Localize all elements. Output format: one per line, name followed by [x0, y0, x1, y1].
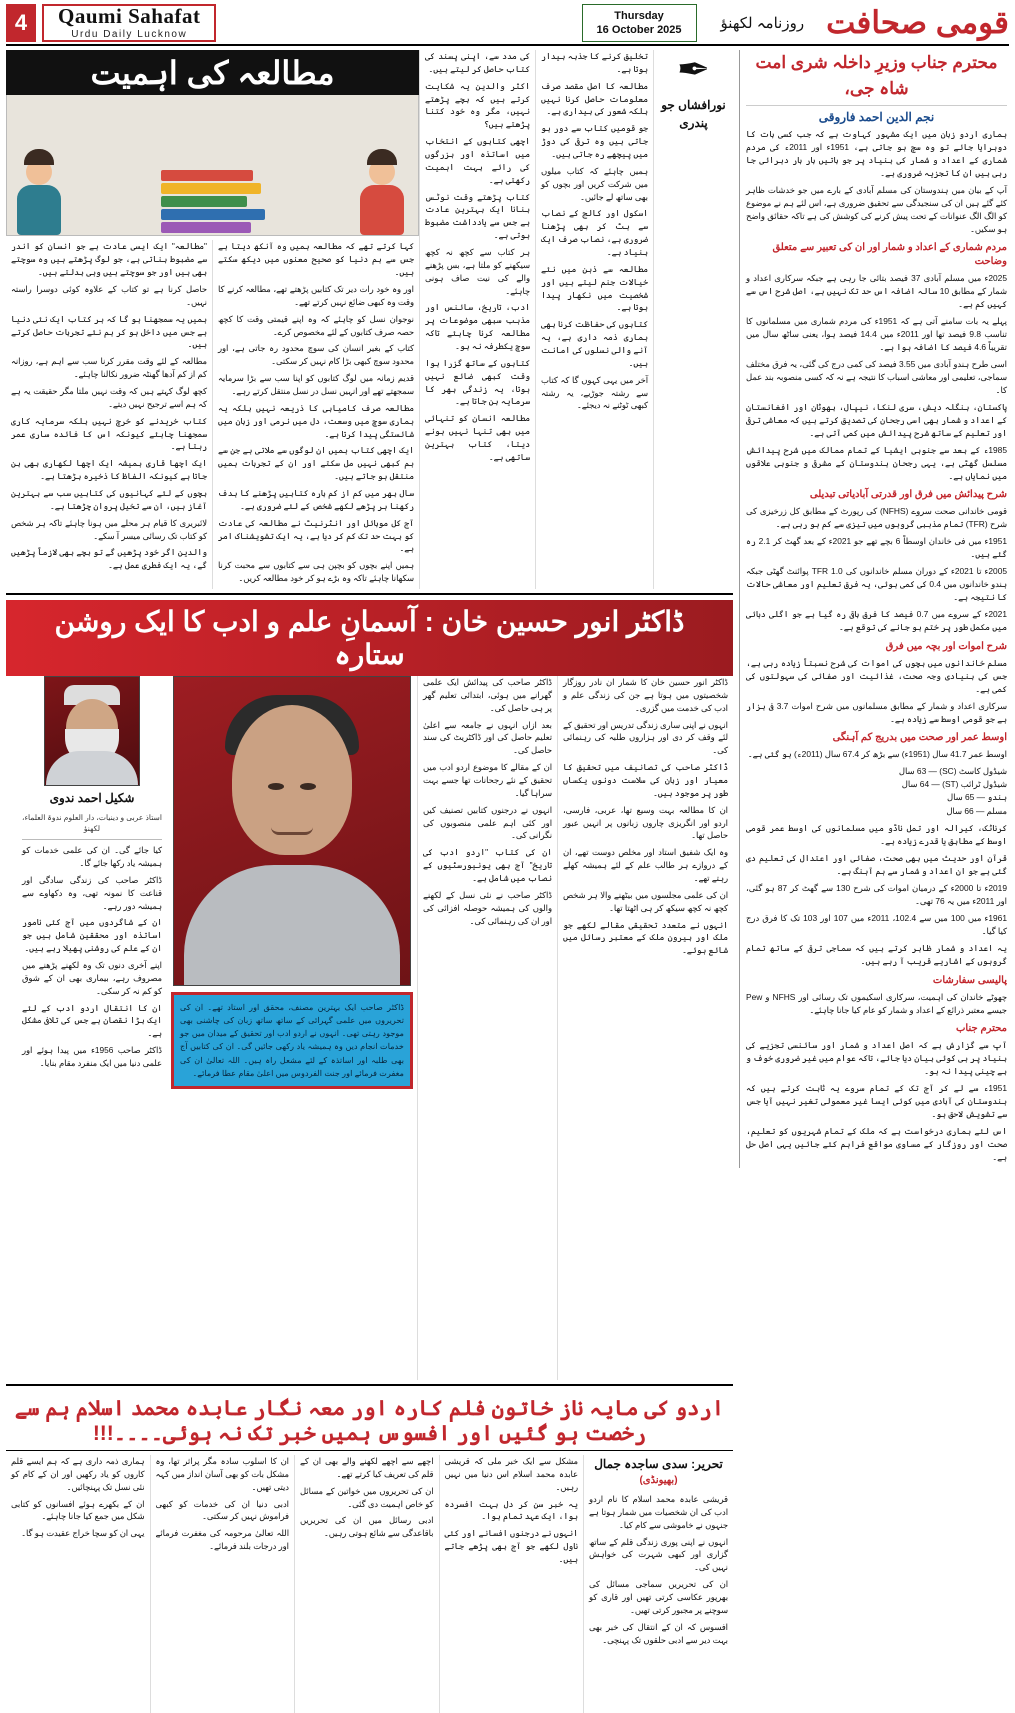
paragraph: ہمیں یہ سمجھنا ہو گا کہ ہر کتاب ایک نئی دنیا ہے جس میں داخل ہو کر ہم نئے تجربات حاصل کرتے ہیں۔: [11, 313, 207, 350]
masthead-urdu-title: قومی صحافت: [826, 5, 1009, 40]
paragraph: کہا کرتے تھے کہ مطالعہ ہمیں وہ آنکھ دیتا ہے جس سے ہم دنیا کو صحیح معنوں میں دیکھ سکتے ہیں۔: [218, 241, 414, 278]
paragraph: ان کی کتاب "اردو ادب کی تاریخ" آج بھی یونیورسٹیوں کے نصاب میں شامل ہے۔: [423, 847, 552, 884]
logo-subtitle: Urdu Daily Lucknow: [71, 29, 188, 40]
newspaper-logo: [42, 4, 216, 42]
rail-paragraph: 1985ء کے بعد سے جنوبی ایشیا کے تمام ممالک میں شرح پیدائش مسلسل گھٹی ہے، یہی رجحان ہندوستان کے مشرقی و جنوبی علاقوں میں نمایاں ہے۔: [746, 445, 1007, 482]
paragraph: مطالعہ صرف کامیابی کا ذریعہ نہیں بلکہ یہ ہماری سوچ میں وسعت، دل میں نرمی اور زبان میں شائستگی پیدا کرتا ہے۔: [218, 402, 414, 439]
paragraph: کتابوں کی حفاظت کرنا بھی ہماری ذمہ داری ہے، یہ آنے والی نسلوں کی امانت ہیں۔: [541, 319, 648, 368]
paragraph: اچھی کتابوں کے انتخاب میں اساتذہ اور بزرگوں کی رائے بہت اہمیت رکھتی ہے۔: [425, 136, 530, 185]
paragraph: ڈاکٹر صاحب 1956ء میں پیدا ہوئے اور علمی دنیا میں ایک منفرد مقام بنایا۔: [22, 1045, 162, 1069]
paragraph: قریشی عابدہ محمد اسلام کا نام اردو ادب کی ان شخصیات میں شمار ہوتا ہے جنہوں نے خاموشی سے کام کیا۔: [589, 1494, 728, 1530]
article-column: [212, 240, 419, 589]
paragraph: مطالعہ انسان کو تنہائی میں بھی تنہا نہیں ہونے دیتا، کتاب بہترین ساتھی ہے۔: [425, 413, 530, 462]
article-column: [419, 50, 535, 589]
rail-section-title: محترم جناب: [956, 1022, 1007, 1034]
paragraph: ایک اچھی کتاب ہمیں ان لوگوں سے ملاتی ہے جن سے ہم کبھی نہیں مل سکتے اور ان کے تجربات ہمیں منتقل ہو جاتے ہیں۔: [218, 445, 414, 482]
paragraph: حاصل کرنا ہے تو کتاب کے علاوہ کوئی دوسرا راستہ نہیں۔: [11, 283, 207, 307]
page-body: [6, 48, 1009, 1645]
article-column: [150, 1455, 295, 1713]
bottom-headline: اردو کی مایہ ناز خاتون فلم کارہ اور معہ نگار عابدہ محمد اسلام ہم سے رخصت ہو گئیں اور افسوس ہمیں خبر تک نہ ہوئی۔۔۔۔!!!: [6, 1390, 733, 1451]
rail-paragraph: پہلے یہ بات سامنے آتی ہے کہ 1951ء کی مردم شماری میں مسلمانوں کا تناسب 9.8 فیصد تھا اور 2011ء میں 14.4 فیصد ہوا، یعنی ساٹھ سال میں تقریباً 4.6 فیصد کا اضافہ ہوا ہے۔: [746, 316, 1008, 353]
paragraph: ایک اچھا قاری ہمیشہ ایک اچھا لکھاری بھی بن جاتا ہے کیونکہ الفاظ کا ذخیرہ بڑھتا ہے۔: [11, 458, 207, 482]
paragraph: ہمیں چاہئے کہ کتاب میلوں میں شرکت کریں اور بچوں کو بھی ساتھ لے جائیں۔: [541, 165, 648, 202]
columnist-name: نورافشاں جو پندری: [661, 98, 726, 130]
rail-headline: محترم جناب وزیرِ داخلہ شری امت شاہ جی،: [746, 50, 1007, 106]
list-item: ہندو — 65 سال: [947, 792, 1007, 803]
highlight-box: ڈاکٹر صاحب ایک بہترین مصنف، محقق اور استاد تھے۔ ان کی تحریروں میں علمی گہرائی کے ساتھ ساتھ زبان کی چاشنی بھی موجود رہتی تھی۔ انہوں نے اردو ادب اور تحقیق کے میدان میں جو خدمات انجام دیں وہ ہمیشہ یاد رکھی جائیں گی۔ ان کی کتابیں آج بھی طلبہ اور اساتذہ کے لئے مشعل راہ ہیں۔ اللہ تعالیٰ ان کی مغفرت فرمائے اور جنت الفردوس میں اعلیٰ مقام عطا فرمائے۔: [171, 992, 413, 1089]
list-item: مسلم — 66 سال: [946, 805, 1007, 816]
boy-reading-figure: [360, 149, 404, 235]
rail-section-title: شرح پیدائش میں فرق اور قدرتی آبادیاتی تبدیلی: [809, 489, 1007, 501]
rail-section-title: شرح اموات اور بچہ میں فرق: [885, 640, 1007, 652]
paragraph: افسوس کہ ان کے انتقال کی خبر بھی بہت دیر سے ادبی حلقوں تک پہنچی۔: [589, 1621, 728, 1645]
paragraph: انہوں نے درجنوں کتابیں تصنیف کیں اور کئی اہم علمی منصوبوں کی نگرانی کی۔: [423, 804, 552, 841]
feature-banner: [6, 50, 419, 95]
list-item: شیڈول ٹرائب (ST) — 64 سال: [901, 779, 1007, 790]
masthead-urdu-subtitle: روزنامہ لکھنؤ: [720, 15, 805, 32]
feature2-title: ڈاکٹر انور حسین خان : آسمانِ علم و ادب کا ایک روشن ستارہ: [6, 600, 733, 676]
rail-section-body: [746, 272, 1007, 483]
paragraph: ڈاکٹر انور حسین خان کا شمار ان نادر روزگار شخصیتوں میں ہوتا ہے جن کی زندگی علم و ادب کی خدمت میں گزری۔: [563, 677, 728, 713]
paragraph: اللہ تعالیٰ مرحومہ کی مغفرت فرمائے اور درجات بلند فرمائے۔: [155, 1528, 289, 1552]
paragraph: ڈاکٹر صاحب نے نئی نسل کے لکھنے والوں کی ہمیشہ حوصلہ افزائی کی اور ان کی رہنمائی کی۔: [423, 889, 552, 926]
rail-section-body: [746, 991, 1007, 1017]
paragraph: اپنے آخری دنوں تک وہ لکھنے پڑھنے میں مصروف رہے، بیماری بھی ان کے شوق کو کم نہ کر سکی۔: [22, 960, 162, 996]
article-column: [17, 676, 167, 1380]
bottom-article: [6, 1455, 733, 1713]
paragraph: کتاب خریدنے کو خرچ نہیں بلکہ سرمایہ کاری سمجھنا چاہئے کیونکہ اس کا فائدہ ساری عمر رہتا ہے۔: [11, 415, 207, 452]
paragraph: انہوں نے اپنی ساری زندگی تدریس اور تحقیق کے لئے وقف کر دی اور ہزاروں طلبہ کی رہنمائی کی۔: [563, 719, 728, 756]
kurta-shape: [46, 751, 138, 785]
rail-paragraph: 2019ء تا 2000ء کے درمیان اموات کی شرح 130 سے گھٹ کر 87 ہو گئی، اور 2011ء میں یہ 76 تھی۔: [746, 883, 1007, 907]
feature-dr-anwar: [6, 676, 733, 1386]
paragraph: مطالعہ کے لئے وقت مقرر کرنا سب سے اہم ہے، روزانہ کم از کم آدھا گھنٹہ ضرور نکالنا چاہئے۔: [11, 356, 207, 380]
author-description: استاذ عربی و دینیات، دار العلوم ندوۃ العلماء، لکھنؤ: [22, 812, 162, 834]
paragraph: ان کا اسلوب سادہ مگر پراثر تھا، وہ مشکل بات کو بھی آسان انداز میں کہہ دیتی تھیں۔: [155, 1456, 289, 1492]
mouth-shape: [271, 827, 313, 835]
article-column: [294, 1455, 439, 1713]
paragraph: جو قومیں کتاب سے دور ہو جاتی ہیں وہ ترقی کی دوڑ میں پیچھے رہ جاتی ہیں۔: [541, 123, 648, 160]
paragraph: مشکل سے ایک خبر ملی کہ قریشی عابدہ محمد اسلام اس دنیا میں نہیں رہیں۔: [444, 1456, 578, 1492]
paragraph: ان کا انتقال اردو ادب کے لئے ایک بڑا نقصان ہے جس کی تلافی مشکل ہے۔: [22, 1002, 162, 1039]
paragraph: ادب، تاریخ، سائنس اور مذہب سبھی موضوعات پر مطالعہ کرنا چاہئے تاکہ سوچ یکطرفہ نہ ہو۔: [425, 302, 530, 352]
rail-paragraph: 2005ء تا 2021ء کے دوران مسلم خاندانوں کی TFR 1.0 پوائنٹ گھٹی جبکہ ہندو خاندانوں میں 0.4 کی کمی ہوئی، یہ فرق تعلیم اور معاشی حالات کا نتیجہ ہے۔: [746, 566, 1008, 603]
shirt-shape: [184, 865, 400, 985]
paragraph: ہر کتاب سے کچھ نہ کچھ سیکھنے کو ملتا ہے، بس پڑھنے والے کی نیت صاف ہونی چاہئے۔: [425, 247, 530, 296]
hair-shape: [24, 149, 54, 165]
paragraph: کتابوں کے ساتھ گزرا ہوا وقت کبھی ضائع نہیں ہوتا، یہ زندگی بھر کا سرمایہ بن جاتا ہے۔: [425, 357, 530, 407]
list-item: شیڈول کاسٹ (SC) — 63 سال: [898, 765, 1007, 776]
hair-shape: [367, 149, 397, 165]
paragraph: کتاب پڑھتے وقت نوٹس بنانا ایک بہترین عادت ہے جس سے یادداشت مضبوط ہوتی ہے۔: [425, 191, 530, 241]
callout-text: "مطالعہ" ایک ایسی عادت ہے جو انسان کو اندر سے مضبوط بناتی ہے، جو لوگ پڑھتے ہیں وہ سوچتے بھی ہیں اور جو سوچتے ہیں وہی بدلتے ہیں۔: [11, 241, 207, 278]
book-shape: [161, 222, 251, 233]
book-shape: [161, 183, 261, 194]
paragraph: ادبی رسائل میں ان کی تحریریں باقاعدگی سے شائع ہوتی رہیں۔: [300, 1515, 434, 1539]
rail-paragraph: آپ سے گزارش ہے کہ اصل اعداد و شمار اور سائنسی تجزیے کی بنیاد پر ہی کوئی بیان دیا جائے، تاکہ عوام میں غیر ضروری خوف و بے چینی پیدا نہ ہو۔: [746, 1039, 1007, 1076]
rail-byline: نجم الدین احمد فاروقی: [818, 110, 935, 124]
masthead-spacer: [226, 4, 581, 42]
paragraph: سال بھر میں کم از کم بارہ کتابیں پڑھنے کا ہدف رکھنا ہر پڑھے لکھے شخص کے لئے ضروری ہے۔: [218, 487, 414, 511]
paragraph: اسکول اور کالج کے نصاب سے ہٹ کر بھی پڑھنا ضروری ہے، نصاب صرف ایک بنیاد ہے۔: [541, 208, 648, 258]
girl-reading-figure: [17, 149, 61, 235]
rail-paragraph: قومی خاندانی صحت سروے (NFHS) کی رپورٹ کے مطابق کل زرخیزی کی شرح (TFR) تمام مذہبی گروہوں میں تیزی سے کم ہو رہی ہے۔: [746, 506, 1007, 530]
page-number: 4: [6, 4, 36, 42]
rail-section-body: [746, 748, 1007, 761]
paragraph: ان کے بکھرے ہوئے افسانوں کو کتابی شکل میں جمع کیا جانا چاہئے۔: [11, 1498, 145, 1522]
paragraph: ڈاکٹر صاحب کی زندگی سادگی اور قناعت کا نمونہ تھی، وہ دکھاوے سے ہمیشہ دور رہے۔: [22, 874, 162, 911]
paragraph: اور وہ خود رات دیر تک کتابیں پڑھتے تھے، مطالعہ کرنے کا وقت وہ کبھی ضائع نہیں کرتے تھے۔: [218, 283, 414, 307]
article-column: [6, 1455, 150, 1713]
paragraph: یہی ان کو سچا خراج عقیدت ہو گا۔: [21, 1528, 145, 1539]
article-column: [583, 1455, 733, 1713]
rail-paragraph: کرناٹک، کیرالہ اور تمل ناڈو میں مسلمانوں کی اوسط عمر قومی اوسط کے مطابق یا قدرے زیادہ ہے۔: [746, 823, 1007, 847]
paragraph: ان کے شاگردوں میں آج کئی نامور اساتذہ اور محققین شامل ہیں جو ان کے علم کی روشنی پھیلا رہے ہیں۔: [22, 917, 162, 954]
rail-section-title: پالیسی سفارشات: [932, 974, 1007, 986]
paragraph: ڈاکٹر صاحب کی تصانیف میں تحقیق کا معیار اور زبان کی سلاست دونوں یکساں طور پر موجود ہیں۔: [563, 762, 728, 798]
paragraph: انہوں نے اپنی پوری زندگی قلم کے ساتھ گزاری اور کبھی شہرت کی خواہش نہیں کی۔: [589, 1536, 728, 1573]
dr-anwar-hussain-khan-portrait: [173, 676, 411, 986]
paragraph: ان کی تحریروں میں خواتین کے مسائل کو خاص اہمیت دی گئی۔: [300, 1485, 434, 1509]
paragraph: ہماری ذمہ داری ہے کہ ہم ایسے قلم کاروں کو یاد رکھیں اور ان کے کام کو نئی نسل تک پہنچائیں۔: [11, 1456, 145, 1492]
masthead: [6, 4, 1009, 46]
article-column: [535, 50, 653, 589]
rail-paragraph: 1961ء میں 100 میں سے 102.4، 2011ء میں 107 اور 103 تک کا فرق درج کیا گیا۔: [746, 913, 1007, 937]
feature-title: مطالعہ کی اہمیت: [90, 55, 335, 91]
book-stack: [161, 170, 265, 235]
rail-paragraph: 1951ء سے لے کر آج تک کے تمام سروے یہ ثابت کرتے ہیں کہ ہندوستان کی آبادی میں کوئی ایسا غیر معمولی تغیر نہیں آیا جس سے تشویش لاحق ہو۔: [746, 1082, 1007, 1119]
paragraph: کی مدد سے، اپنی پسند کی کتاب حاصل کر لیتے ہیں۔: [425, 51, 530, 74]
rail-paragraph: یہ اعداد و شمار ظاہر کرتے ہیں کہ سماجی ترقی کے ساتھ تمام گروہوں کے اشاریے قریب آ رہے ہیں۔: [746, 943, 1007, 967]
rail-paragraph: 2021ء کے سروے میں 0.7 فیصد کا فرق باقی رہ گیا ہے جو اگلی دہائی میں مکمل طور پر ختم ہو جانے کی توقع ہے۔: [746, 609, 1007, 633]
paragraph: انہوں نے متعدد تحقیقی مقالے لکھے جو ملک اور بیرون ملک کے معتبر رسائل میں شائع ہوئے۔: [563, 919, 728, 956]
right-rail-article: [739, 50, 1009, 1168]
rail-intro: [746, 128, 1007, 236]
paragraph: اکثر والدین یہ شکایت کرتے ہیں کہ بچے پڑھتے نہیں، مگر وہ خود کتنا پڑھتے ہیں؟: [425, 80, 530, 130]
issue-date: [582, 4, 697, 42]
paragraph: لائبریری کا قیام ہر محلے میں ہونا چاہئے تاکہ ہر شخص کو کتاب تک رسائی میسر آ سکے۔: [11, 517, 207, 541]
paragraph: ان کی علمی مجلسوں میں بیٹھنے والا ہر شخص کچھ نہ کچھ سیکھ کر ہی اٹھتا تھا۔: [563, 889, 728, 913]
torso-shape: [360, 185, 404, 235]
rail-paragraph: اسی طرح ہندو آبادی میں 3.55 فیصد کی کمی درج کی گئی، یہ فرق مختلف سماجی، تعلیمی اور معاشی اسباب کا نتیجہ ہے نہ کہ کسی منصوبہ بند عمل کا۔: [746, 359, 1007, 396]
photo-column: [167, 676, 417, 1380]
article-column: [417, 676, 557, 1380]
book-shape: [161, 170, 253, 181]
rail-paragraph: پاکستان، بنگلہ دیش، سری لنکا، نیپال، بھوٹان اور افغانستان کے اعداد و شمار بھی اسی رجحان کی تصدیق کرتے ہیں کہ معاشی ترقی اور تعلیم کے ساتھ شرح پیدائش میں کمی آتی ہے۔: [746, 402, 1007, 439]
issue-date-value: 16 October 2025: [596, 24, 682, 36]
paragraph: انہوں نے درجنوں افسانے اور کئی ناول لکھے جو آج بھی پڑھے جاتے ہیں۔: [444, 1528, 578, 1565]
rail-paragraph: مسلم خاندانوں میں بچوں کی اموات کی شرح نسبتاً زیادہ رہی ہے، جس کی بنیادی وجہ صحت، غذائیت اور صفائی کی سہولتوں کی کمی ہے۔: [746, 657, 1007, 694]
rail-paragraph: آپ کے بیان میں ہندوستان کی مسلم آبادی کے بارے میں جو خدشات ظاہر کئے گئے ہیں ان کی سنجیدگی سے تحقیق ضروری ہے، اس لئے ہم نے موضوع کو الگ الگ عنوانات کے تحت پیش کرنے کی کوشش کی ہے تاکہ حقائق واضح ہو سکیں۔: [746, 185, 1007, 235]
paragraph: نوجوان نسل کو چاہئے کہ وہ اپنے قیمتی وقت کا کچھ حصہ صرف کتابوں کے لئے مخصوص کرے۔: [218, 313, 414, 337]
rail-section-body: [746, 657, 1007, 726]
paragraph: آج کل موبائل اور انٹرنیٹ نے مطالعہ کی عادت کو بہت حد تک کم کر دیا ہے، یہ ایک تشویشناک امر ہے۔: [218, 517, 414, 554]
rail-paragraph: چھوٹے خاندان کی اہمیت، سرکاری اسکیموں تک رسائی اور NFHS و Pew جیسے معتبر ذرائع کے اعداد و شمار کو عام کیا جانا چاہئے۔: [746, 991, 1008, 1015]
rail-section-body: [746, 505, 1007, 634]
paragraph: قدیم زمانہ میں لوگ کتابوں کو اپنا سب سے بڑا سرمایہ سمجھتے تھے اور انہیں نسل در نسل منتقل کرتے رہے۔: [218, 373, 414, 396]
paragraph: والدین اگر خود پڑھیں گے تو بچے بھی لازماً پڑھیں گے، یہ ایک فطری عمل ہے۔: [11, 547, 207, 571]
paragraph: اچھے سے اچھے لکھنے والے بھی ان کے قلم کی تعریف کیا کرتے تھے۔: [300, 1456, 434, 1479]
article-column: [557, 676, 733, 1380]
torso-shape: [17, 185, 61, 235]
eye-shape: [268, 783, 284, 790]
logo-title: Qaumi Sahafat: [58, 4, 201, 28]
feature-reading-importance: [6, 50, 733, 595]
feature-columns: [6, 240, 419, 589]
students-reading-books-illustration: [6, 95, 419, 236]
paragraph: کچھ لوگ کہتے ہیں کہ وقت نہیں ملتا مگر حقیقت یہ ہے کہ ہم اسے ترجیح نہیں دیتے۔: [11, 385, 207, 409]
paragraph: بچوں کے لئے کہانیوں کی کتابیں سب سے بہترین آغاز ہیں، ان سے تخیل پروان چڑھتا ہے۔: [11, 487, 207, 511]
paragraph: یہ خبر سن کر دل بہت افسردہ ہوا، ایک عہد تمام ہوا۔: [444, 1498, 578, 1522]
paragraph: تخلیق کرنے کا جذبہ بیدار ہوتا ہے۔: [541, 51, 648, 74]
paragraph: ان کے مقالے کا موضوع اردو ادب میں تحقیق کے نئے رجحانات تھا جسے بہت سراہا گیا۔: [423, 762, 552, 798]
paragraph: کتاب کے بغیر انسان کی سوچ محدود رہ جاتی ہے، اور محدود سوچ کبھی بڑا کام نہیں کر سکتی۔: [218, 343, 414, 367]
rail-paragraph: اوسط عمر 41.7 سال (1951ء) سے بڑھ کر 67.4 سال (2011ء) ہو گئی ہے۔: [747, 748, 1007, 759]
rail-section-body: [746, 1039, 1007, 1164]
left-content: [6, 50, 739, 1713]
paragraph: مطالعہ سے ذہن میں نئے خیالات جنم لیتے ہیں اور شخصیت میں نکھار پیدا ہوتا ہے۔: [541, 263, 648, 313]
paragraph: ادبی دنیا ان کی خدمات کو کبھی فراموش نہیں کر سکتی۔: [155, 1498, 289, 1522]
article-column: [439, 1455, 584, 1713]
article-column: [6, 240, 212, 589]
issue-day: Thursday: [614, 10, 664, 22]
columnist-block: [653, 50, 733, 589]
writer-credit: [589, 1455, 728, 1488]
rail-paragraph: 1951ء میں فی خاندان اوسطاً 6 بچے تھے جو 2021ء کے بعد گھٹ کر 2.1 رہ گئے ہیں۔: [746, 536, 1007, 560]
life-expectancy-list: [746, 765, 1007, 819]
paragraph: ڈاکٹر صاحب کی پیدائش ایک علمی گھرانے میں ہوئی، ابتدائی تعلیم گھر پر ہی حاصل کی۔: [423, 677, 552, 713]
rail-section-title: اوسط عمر اور صحت میں بدریج کم آہنگی: [832, 731, 1007, 743]
rail-paragraph: سرکاری اعداد و شمار کے مطابق مسلمانوں میں شرح اموات 3.7 فی ہزار ہے جو قومی اوسط سے زیادہ ہے۔: [746, 700, 1007, 724]
book-shape: [161, 209, 265, 220]
writer-sub: (بھیونڈی): [639, 1475, 678, 1486]
rail-paragraph: اس لئے ہماری درخواست ہے کہ ملک کے تمام شہریوں کو تعلیم، صحت اور روزگار کے مساوی مواقع فراہم کئے جائیں یہی اصل حل ہے۔: [746, 1125, 1007, 1162]
rail-section-body: [746, 822, 1007, 968]
paragraph: مطالعہ کا اصل مقصد صرف معلومات حاصل کرنا نہیں بلکہ شعور کی بیداری ہے۔: [541, 80, 648, 117]
face-shape: [232, 705, 352, 855]
paragraph: ہمیں اپنے بچوں کو بچپن ہی سے کتابوں سے محبت کرنا سکھانا چاہئے تاکہ وہ بڑے ہو کر خود مطالعہ کریں۔: [218, 560, 414, 584]
book-shape: [161, 196, 247, 207]
rail-section-title: مردم شماری کے اعداد و شمار اور ان کی تعبیر سے متعلق وضاحت: [772, 242, 1007, 268]
paragraph: وہ ایک شفیق استاد اور مخلص دوست تھے، ان کے دروازے ہر طالب علم کے لئے ہمیشہ کھلے رہتے تھے۔: [563, 847, 728, 884]
rail-paragraph: قرآن اور حدیث میں بھی صحت، صفائی اور اعتدال کی تعلیم دی گئی ہے جو ان اعداد و شمار سے ہم آہنگ ہے۔: [746, 853, 1007, 877]
eye-shape: [300, 783, 316, 790]
author-name: شکیل احمد ندوی: [49, 791, 135, 805]
paragraph: بعد ازاں انہوں نے جامعہ سے اعلیٰ تعلیم حاصل کی اور ڈاکٹریٹ کی سند حاصل کی۔: [423, 719, 552, 756]
pen-nib-icon: ✒: [676, 48, 711, 92]
paragraph: ان کی تحریریں سماجی مسائل کی بھرپور عکاسی کرتی تھیں اور قاری کو سوچنے پر مجبور کرتی تھیں۔: [589, 1579, 728, 1615]
rail-paragraph: 2025ء میں مسلم آبادی 37 فیصد بتائی جا رہی ہے جبکہ سرکاری اعداد و شمار کے مطابق 10 سالہ اضافہ اس حد تک نہیں ہے، اصل شرح اس سے کہیں کم ہے۔: [746, 273, 1007, 310]
author-portrait-bearded-man: [44, 676, 140, 786]
paragraph: آخر میں یہی کہوں گا کہ کتاب سے رشتہ جوڑیے، یہ رشتہ کبھی ٹوٹنے نہ دیجئے۔: [541, 374, 648, 411]
writer-label: تحریر: سدی ساجدہ جمال: [594, 1457, 723, 1471]
paragraph: ان کا مطالعہ بہت وسیع تھا، عربی، فارسی، اردو اور انگریزی چاروں زبانوں پر انہیں عبور حاصل تھا۔: [563, 804, 728, 841]
feature-main-area: [6, 50, 419, 589]
paragraph: کیا جائے گی۔ ان کی علمی خدمات کو ہمیشہ یاد رکھا جائے گا۔: [22, 845, 162, 868]
divider: [22, 839, 162, 840]
rail-paragraph: ہماری اردو زبان میں ایک مشہور کہاوت ہے کہ جب کسی بات کا دوہرایا جائے تو وہ سچ ہو جاتی ہے، 1951ء اور 2011ء کی مردم شماری کے اعداد و شمار کی بنیاد پر جو باتیں بار بار دہرائی جا رہی ہیں ان کا تجزیہ ضروری ہے۔: [746, 129, 1008, 179]
